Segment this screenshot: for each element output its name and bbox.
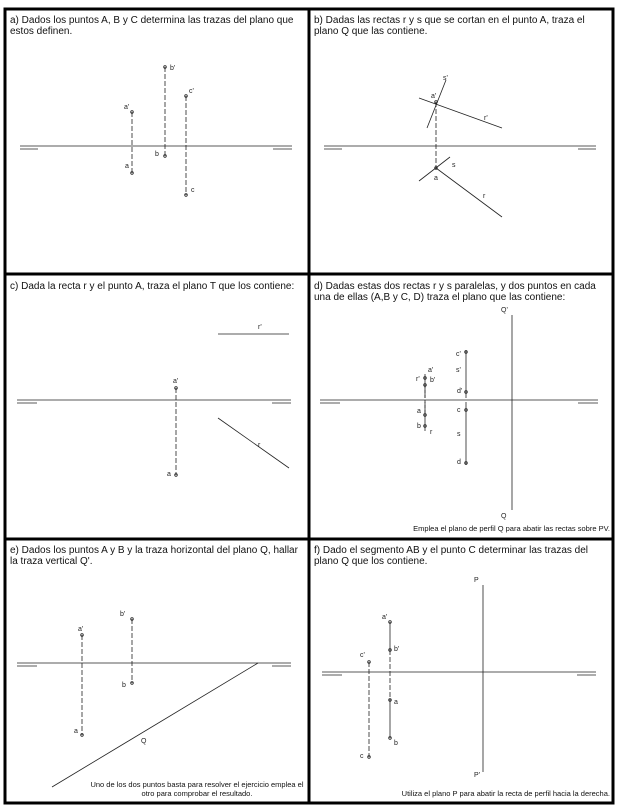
- label-s-prime: s': [443, 75, 448, 82]
- label-b: b: [122, 682, 126, 689]
- label-a: a: [417, 408, 421, 415]
- label-a-prime: a': [124, 104, 130, 111]
- label-q-prime: Q': [501, 307, 508, 314]
- label-b: b: [394, 740, 398, 747]
- label-c: c: [457, 407, 461, 414]
- panel-borders: [5, 9, 613, 803]
- panel-f-title: f) Dado el segmento AB y el punto C determinar las trazas del plano Q que los contiene.: [314, 545, 589, 567]
- label-q: Q: [501, 513, 507, 520]
- label-s: s: [457, 431, 461, 438]
- label-b-prime: b': [120, 611, 126, 618]
- line-r-prime: [419, 98, 502, 128]
- label-b-prime: b': [430, 377, 436, 384]
- panel-d-title: d) Dadas estas dos rectas r y s paralelas, y dos puntos en cada una de ellas (A,B y C, D) traza el plano que las contiene:: [314, 281, 596, 303]
- label-c-prime: c': [456, 351, 461, 358]
- panel-f-diagram: [322, 585, 596, 772]
- panel-a-diagram: [20, 66, 292, 197]
- label-b: b: [417, 423, 421, 430]
- label-r-prime: r': [258, 324, 262, 331]
- label-a: a: [125, 163, 129, 170]
- panel-e-note: Uno de los dos puntos basta para resolver el ejercicio emplea el otro para comprobar el resultado.: [90, 780, 304, 798]
- panel-b-labels: [431, 75, 488, 200]
- panel-b-diagram: [324, 80, 596, 217]
- label-a: a: [74, 728, 78, 735]
- label-s-prime: s': [456, 367, 461, 374]
- label-p-prime: P': [474, 772, 481, 779]
- panel-e-diagram: [17, 618, 291, 787]
- label-a-prime: a': [428, 367, 434, 374]
- label-p: P: [474, 577, 479, 584]
- panel-c-labels: [167, 324, 262, 478]
- label-a-prime: a': [173, 378, 179, 385]
- label-b-prime: b': [170, 65, 176, 72]
- label-a: a: [167, 471, 171, 478]
- horizontal-trace-q: [52, 663, 258, 787]
- label-s: s: [452, 162, 456, 169]
- panel-c-title: c) Dada la recta r y el punto A, traza el plano T que los contiene:: [10, 281, 295, 292]
- label-r-prime: r': [416, 376, 420, 383]
- line-r: [218, 418, 289, 468]
- panel-a-title: a) Dados los puntos A, B y C determina las trazas del plano que estos definen.: [10, 15, 294, 37]
- label-r: r: [258, 442, 261, 449]
- label-c: c: [191, 187, 195, 194]
- line-r: [436, 168, 502, 217]
- panel-f-note: Utiliza el plano P para abatir la recta de perfil hacia la derecha.: [401, 789, 610, 798]
- panel-e-labels: [74, 611, 147, 745]
- label-c-prime: c': [360, 652, 365, 659]
- label-a-prime: a': [78, 626, 84, 633]
- label-a-prime: a': [382, 614, 388, 621]
- panel-d-labels: [416, 307, 508, 520]
- panel-b-title: b) Dadas las rectas r y s que se cortan en el punto A, traza el plano Q que las contiene.: [314, 15, 585, 37]
- panel-a-labels: [124, 65, 195, 194]
- label-d-prime: d': [457, 388, 463, 395]
- label-b-prime: b': [394, 646, 400, 653]
- label-c: c: [360, 753, 364, 760]
- label-a-prime: a': [431, 93, 437, 100]
- panel-e-title: e) Dados los puntos A y B y la traza horizontal del plano Q, hallar la traza vertical Q'.: [10, 545, 298, 567]
- label-c-prime: c': [189, 88, 194, 95]
- label-r: r: [430, 429, 433, 436]
- label-b: b: [155, 151, 159, 158]
- label-a: a: [434, 175, 438, 182]
- label-q: Q: [141, 738, 147, 745]
- panel-f-labels: [360, 577, 480, 779]
- label-r: r: [483, 193, 486, 200]
- label-d: d: [457, 459, 461, 466]
- panel-c-diagram: [17, 334, 291, 476]
- panel-d-note: Emplea el plano de perfil Q para abatir las rectas sobre PV.: [413, 524, 610, 533]
- label-r-prime: r': [484, 115, 488, 122]
- label-a: a: [394, 699, 398, 706]
